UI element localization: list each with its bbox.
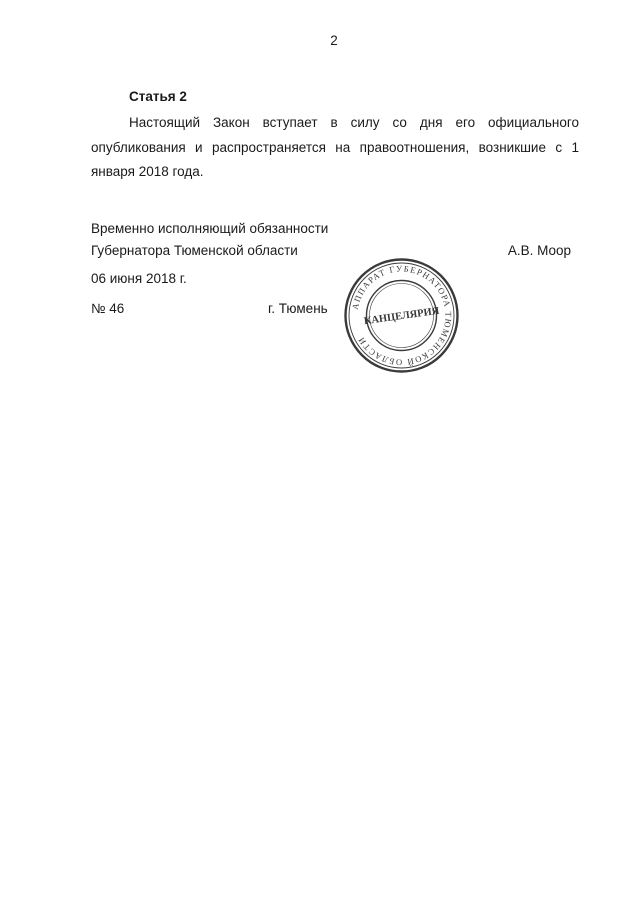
official-seal — [343, 257, 460, 374]
document-date: 06 июня 2018 г. — [91, 271, 187, 286]
article-title: Статья 2 — [129, 89, 187, 104]
article-text: Настоящий Закон вступает в силу со дня его официального опубликования и распространяется на правоотношения, возникшие с 1 января 2018 года. — [91, 115, 579, 179]
seal-ring-textpath: АППАРАТ ГУБЕРНАТОРА ТЮМЕНСКОЙ ОБЛАСТИ — [349, 263, 454, 368]
signature-block — [91, 218, 571, 262]
document-city: г. Тюмень — [268, 301, 328, 316]
article-section — [91, 87, 579, 185]
document-number: № 46 — [91, 301, 125, 316]
page-number: 2 — [330, 33, 338, 48]
signature-position-text2: Губернатора Тюменской области — [91, 243, 298, 258]
signature-position-text1: Временно исполняющий обязанности — [91, 221, 329, 236]
signature-position-line2 — [91, 240, 571, 262]
signatory-name: А.В. Моор — [507, 243, 571, 258]
seal-center-text: КАНЦЕЛЯРИЯ — [363, 305, 441, 328]
signature-position-line1 — [91, 218, 571, 240]
